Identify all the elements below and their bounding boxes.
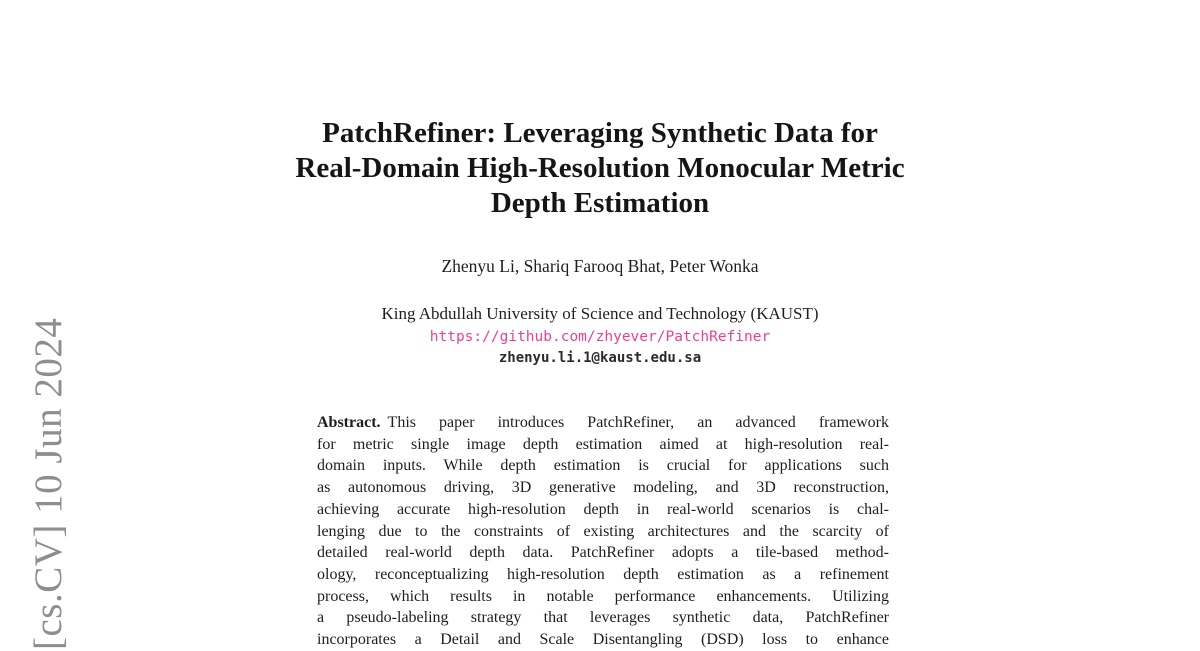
abstract-text: This paper introduces PatchRefiner, an advanced framework [387, 414, 889, 431]
paper-title [0, 116, 1200, 221]
abstract-line: process, which results in notable performance enhancements. Utilizing [317, 587, 889, 605]
abstract-line: ology, reconceptualizing high-resolution depth estimation as a refinement [317, 565, 889, 583]
abstract-line: lenging due to the constraints of existing architectures and the scarcity of [317, 522, 889, 540]
abstract-line: for metric single image depth estimation aimed at high-resolution real- [317, 435, 889, 453]
abstract-line: domain inputs. While depth estimation is crucial for applications such [317, 457, 889, 475]
abstract-line: a pseudo-labeling strategy that leverages synthetic data, PatchRefiner [317, 609, 889, 627]
paper-title-line: PatchRefiner: Leveraging Synthetic Data for [322, 117, 878, 149]
abstract-line: detailed real-world depth data. PatchRefiner adopts a tile-based method- [317, 544, 889, 562]
affiliation-line: King Abdullah University of Science and Technology (KAUST) [381, 304, 819, 323]
arxiv-category-banner: [cs.CV] 10 Jun 2024 [27, 317, 70, 650]
author-email: zhenyu.li.1@kaust.edu.sa [498, 350, 702, 366]
paper-title-line: Depth Estimation [490, 187, 710, 219]
github-link-row [0, 328, 1200, 346]
paper-title-line: Real-Domain High-Resolution Monocular Metric [295, 152, 905, 184]
abstract-block [317, 412, 889, 651]
abstract-label: Abstract. [317, 414, 381, 431]
abstract-line: as autonomous driving, 3D generative modeling, and 3D reconstruction, [317, 479, 889, 497]
abstract-line [317, 412, 889, 434]
github-repo-link[interactable]: https://github.com/zhyever/PatchRefiner [429, 329, 771, 345]
abstract-line: achieving accurate high-resolution depth in real-world scenarios is chal- [317, 500, 889, 518]
authors-line: Zhenyu Li, Shariq Farooq Bhat, Peter Wonka [441, 256, 759, 276]
abstract-line: incorporates a Detail and Scale Disentangling (DSD) loss to enhance [317, 631, 889, 649]
